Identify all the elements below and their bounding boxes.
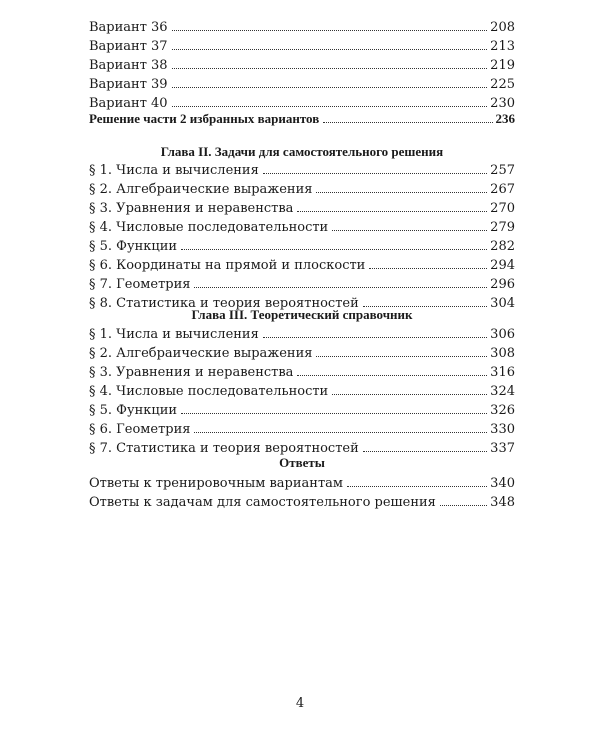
toc-entry <box>89 344 515 363</box>
entry-label: § 4. Числовые последовательности <box>89 384 329 399</box>
dot-leader <box>332 394 487 395</box>
entry-page: 267 <box>490 182 515 197</box>
toc-entry <box>89 420 515 439</box>
dot-leader <box>172 49 488 50</box>
solutions-entry-block <box>89 109 515 128</box>
entry-page: 306 <box>490 327 515 342</box>
toc-entry <box>89 37 515 56</box>
chapter-3-title: Глава III. Теоретический справочник <box>191 307 413 322</box>
toc-entry <box>89 56 515 75</box>
dot-leader <box>181 249 487 250</box>
toc-entry <box>89 474 515 493</box>
dot-leader <box>363 451 487 452</box>
toc-entry <box>89 382 515 401</box>
entry-label: Вариант 36 <box>89 20 168 35</box>
entry-label: § 2. Алгебраические выражения <box>89 182 313 197</box>
toc-entry <box>89 256 515 275</box>
toc-entry <box>89 493 515 512</box>
dot-leader <box>369 268 487 269</box>
chapter-2-list <box>89 161 515 313</box>
toc-entry <box>89 275 515 294</box>
entry-label: Вариант 37 <box>89 39 168 54</box>
toc-entry <box>89 237 515 256</box>
dot-leader <box>323 122 492 123</box>
dot-leader <box>263 173 487 174</box>
entry-page: 294 <box>490 258 515 273</box>
entry-page: 324 <box>490 384 515 399</box>
entry-label: Решение части 2 избранных вариантов <box>89 111 320 126</box>
dot-leader <box>332 230 487 231</box>
entry-page: 348 <box>490 495 515 510</box>
entry-page: 282 <box>490 239 515 254</box>
toc-entry <box>89 325 515 344</box>
toc-entry <box>89 18 515 37</box>
answers-title: Ответы <box>279 455 325 470</box>
entry-label: Вариант 40 <box>89 96 168 111</box>
dot-leader <box>172 30 488 31</box>
dot-leader <box>172 87 488 88</box>
entry-label: § 3. Уравнения и неравенства <box>89 201 294 216</box>
dot-leader <box>347 486 487 487</box>
toc-entry <box>89 218 515 237</box>
entry-label: § 1. Числа и вычисления <box>89 163 259 178</box>
entry-page: 326 <box>490 403 515 418</box>
toc-entry <box>89 401 515 420</box>
dot-leader <box>172 106 488 107</box>
toc-entry <box>89 161 515 180</box>
entry-label: Вариант 38 <box>89 58 168 73</box>
toc-entry <box>89 75 515 94</box>
entry-page: 308 <box>490 346 515 361</box>
chapter-2-title: Глава II. Задачи для самостоятельного решения <box>160 144 444 159</box>
dot-leader <box>440 505 487 506</box>
entry-label: Ответы к тренировочным вариантам <box>89 476 343 491</box>
entry-page: 337 <box>490 441 515 456</box>
entry-page: 219 <box>490 58 515 73</box>
entry-label: Ответы к задачам для самостоятельного решения <box>89 495 436 510</box>
entry-page: 225 <box>490 77 515 92</box>
entry-page: 330 <box>490 422 515 437</box>
entry-label: § 2. Алгебраические выражения <box>89 346 313 361</box>
entry-page: 279 <box>490 220 515 235</box>
toc-entry-solutions <box>89 109 515 128</box>
dot-leader <box>297 375 487 376</box>
toc-entry <box>89 180 515 199</box>
entry-page: 208 <box>490 20 515 35</box>
entry-page: 304 <box>490 296 515 311</box>
entry-page: 340 <box>490 476 515 491</box>
entry-label: § 6. Геометрия <box>89 422 191 437</box>
page-number: 4 <box>295 696 305 711</box>
entry-label: § 8. Статистика и теория вероятностей <box>89 296 359 311</box>
answers-list <box>89 474 515 512</box>
dot-leader <box>181 413 487 414</box>
dot-leader <box>316 356 487 357</box>
dot-leader <box>297 211 487 212</box>
entry-label: Вариант 39 <box>89 77 168 92</box>
chapter-3-list <box>89 325 515 458</box>
entry-label: § 4. Числовые последовательности <box>89 220 329 235</box>
entry-label: § 3. Уравнения и неравенства <box>89 365 294 380</box>
entry-label: § 5. Функции <box>89 403 178 418</box>
toc-entry <box>89 199 515 218</box>
toc-entry <box>89 363 515 382</box>
entry-label: § 7. Статистика и теория вероятностей <box>89 441 359 456</box>
entry-page: 270 <box>490 201 515 216</box>
dot-leader <box>194 287 487 288</box>
entry-page: 257 <box>490 163 515 178</box>
dot-leader <box>194 432 487 433</box>
entry-label: § 7. Геометрия <box>89 277 191 292</box>
entry-label: § 6. Координаты на прямой и плоскости <box>89 258 366 273</box>
dot-leader <box>263 337 487 338</box>
entry-page: 236 <box>495 111 515 126</box>
entry-page: 296 <box>490 277 515 292</box>
entry-page: 230 <box>490 96 515 111</box>
entry-label: § 5. Функции <box>89 239 178 254</box>
dot-leader <box>172 68 488 69</box>
entry-label: § 1. Числа и вычисления <box>89 327 259 342</box>
entry-page: 316 <box>490 365 515 380</box>
entry-page: 213 <box>490 39 515 54</box>
variants-list <box>89 18 515 113</box>
dot-leader <box>316 192 487 193</box>
